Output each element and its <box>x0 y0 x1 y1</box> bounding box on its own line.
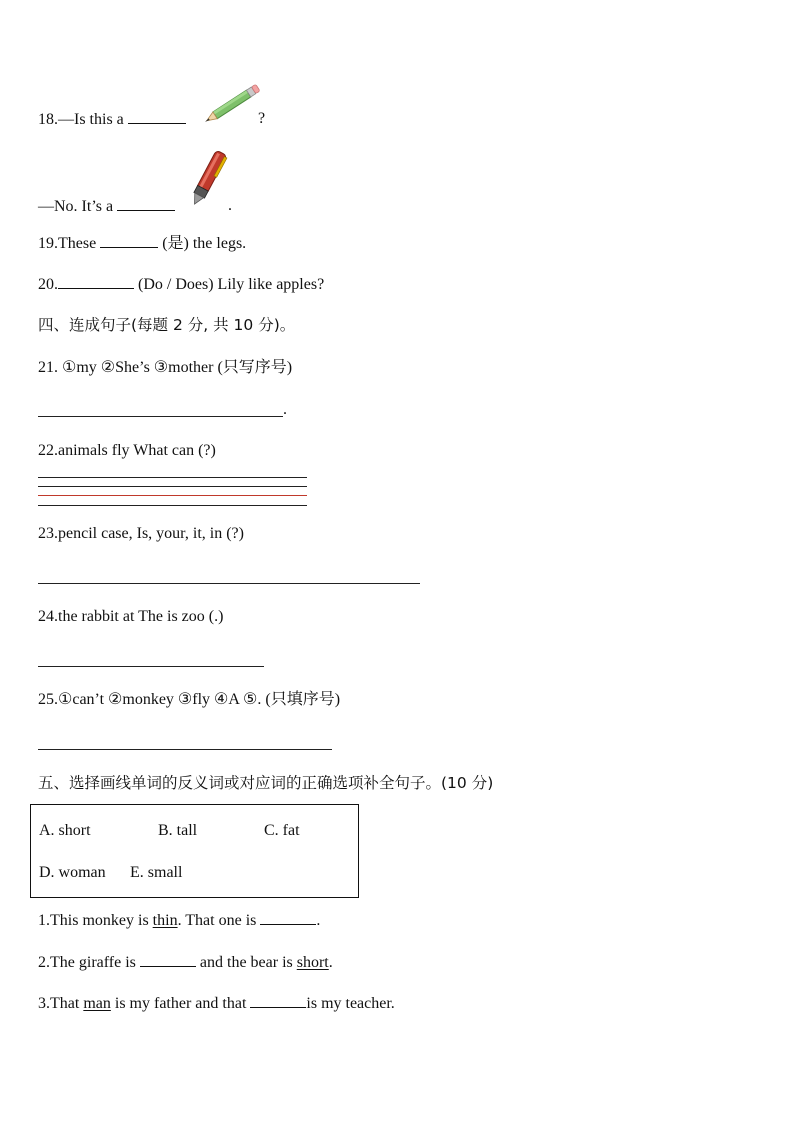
q22-writing-line-1[interactable] <box>38 477 307 478</box>
s1-underlined-word: thin <box>152 912 178 929</box>
section4-title: 四、连成句子(每题 2 分, 共 10 分)。 <box>38 316 296 334</box>
q19-suffix: (是) the legs. <box>162 235 247 252</box>
q22-text: 22.animals fly What can (?) <box>38 442 216 459</box>
q18-answer-prefix: —No. It’s a <box>38 198 114 215</box>
q18-blank-1[interactable] <box>128 109 186 124</box>
q20-suffix: (Do / Does) Lily like apples? <box>138 276 325 293</box>
s3-underlined-word: man <box>83 995 111 1012</box>
q18-blank-2[interactable] <box>117 196 175 211</box>
q18-prefix: 18.—Is this a <box>38 111 124 128</box>
q19-prefix: 19.These <box>38 235 97 252</box>
q18-line1 <box>38 109 186 130</box>
s2-end: . <box>328 954 333 971</box>
pen-icon <box>188 146 230 212</box>
s1-blank[interactable] <box>260 910 316 925</box>
section5-title: 五、选择画线单词的反义词或对应词的正确选项补全句子。(10 分) <box>38 774 494 792</box>
q20-blank[interactable] <box>58 274 134 289</box>
q23-answer-line[interactable] <box>38 583 420 584</box>
s3-mid: is my father and that <box>110 995 247 1012</box>
s2-underlined-word: short <box>296 954 329 971</box>
q18-period: . <box>228 197 232 214</box>
q19-blank[interactable] <box>100 233 158 248</box>
option-a: A. short <box>39 822 91 839</box>
sentence-2 <box>38 952 333 973</box>
s1-mid: . That one is <box>177 912 257 929</box>
option-e: E. small <box>130 864 183 881</box>
s2-mid: and the bear is <box>199 954 297 971</box>
q22-writing-line-3[interactable] <box>38 495 307 496</box>
q19-line <box>38 233 246 254</box>
s2-prefix: 2.The giraffe is <box>38 954 136 971</box>
q20-prefix: 20. <box>38 276 58 293</box>
s1-end: . <box>316 912 321 929</box>
q25-answer-line[interactable] <box>38 749 332 750</box>
s3-end: is my teacher. <box>306 995 395 1012</box>
q18-question-mark: ? <box>258 110 266 127</box>
q21-period: . <box>283 401 287 418</box>
q24-answer-line[interactable] <box>38 666 264 667</box>
q23-text: 23.pencil case, Is, your, it, in (?) <box>38 525 244 542</box>
sentence-3 <box>38 993 395 1014</box>
option-d: D. woman <box>39 864 106 881</box>
s2-blank[interactable] <box>140 952 196 967</box>
s1-prefix: 1.This monkey is <box>38 912 153 929</box>
q21-text: 21. ①my ②She’s ③mother (只写序号) <box>38 359 293 376</box>
q18-line2 <box>38 196 175 217</box>
sentence-1 <box>38 910 320 931</box>
option-c: C. fat <box>264 822 300 839</box>
q24-text: 24.the rabbit at The is zoo (.) <box>38 608 224 625</box>
q22-writing-line-2[interactable] <box>38 486 307 487</box>
q20-line <box>38 274 324 295</box>
s3-blank[interactable] <box>250 993 306 1008</box>
option-b: B. tall <box>158 822 198 839</box>
s3-prefix: 3.That <box>38 995 84 1012</box>
q22-writing-line-4[interactable] <box>38 505 307 506</box>
pencil-icon <box>198 82 264 128</box>
options-box <box>30 804 359 898</box>
q25-text: 25.①can’t ②monkey ③fly ④A ⑤. (只填序号) <box>38 691 341 708</box>
q21-answer-line[interactable] <box>38 416 283 417</box>
